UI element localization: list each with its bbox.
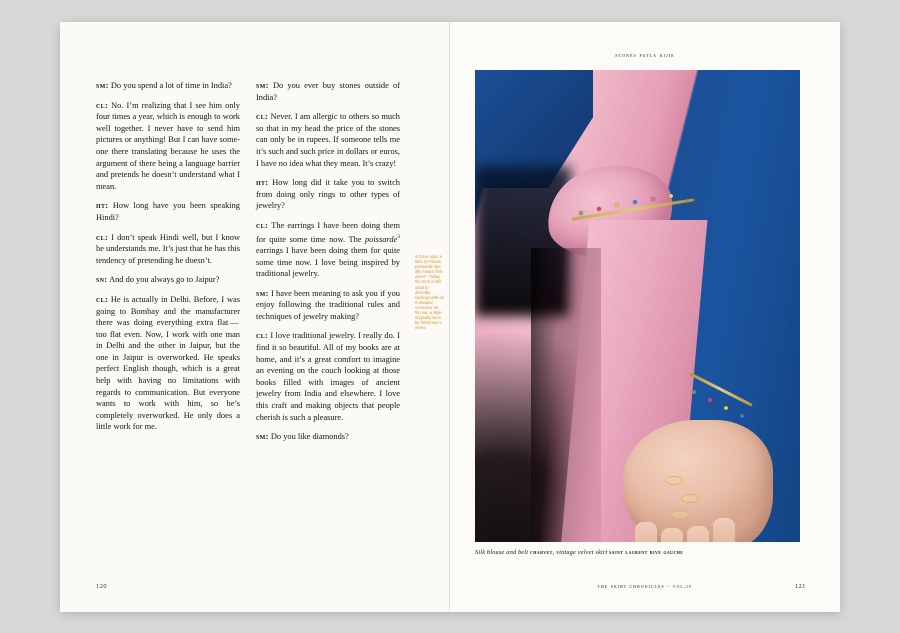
paragraph-text: How long did it take you to switch from doing only rings to other types of jewelry? (256, 178, 400, 211)
paragraph-text: Never. I am allergic to others so much so that in my head the price of the stones can only be in rupees. If someone tells me it’s such and such price in dollars or euros, I have no idea what they mean. It’s crazy! (256, 112, 400, 168)
caption-lead: Silk blouse and belt (475, 549, 530, 556)
right-page (450, 22, 840, 612)
text-columns (96, 80, 427, 451)
speaker-label: cl: (256, 111, 269, 122)
gold-ring (665, 476, 683, 485)
speaker-label: sm: (256, 287, 269, 298)
paragraph (256, 177, 400, 212)
finger (635, 522, 657, 542)
paragraph (256, 288, 400, 323)
photo-image (475, 70, 800, 542)
caption-mid: , vintage velvet skirt (552, 549, 610, 556)
paragraph-text: I love traditional jewelry. I really do. I find it so beautiful. All of my books are at home, and it’s a great comfort to imagine an evening on the couch looking at those books filled with images of ancient jewelry from India and elsewhere. I love this craft and making objects that people cherish is such a pleasure. (256, 331, 400, 422)
photograph (475, 70, 800, 542)
cuff-gem (724, 406, 728, 410)
paragraph-text: No. I’m realizing that I see him only four times a year, which is enough to work well together. I never have to send him pictures or anything! But I can have someone there translating because he uses the argument of there being a language barrier and pretends he doesn’t understand what I mean. (96, 100, 240, 191)
paragraph-text: I don’t speak Hindi well, but I know he understands me. It’s just that he has this tendency of pretending he doesn’t. (96, 232, 240, 265)
paragraph (96, 274, 240, 286)
speaker-label: cl: (96, 99, 109, 110)
left-page (60, 22, 450, 612)
pink-drape-shadow (531, 248, 601, 542)
paragraph-with-footnote: cl: The earrings I have been doing them for quite some time now. The poissarde$^3$ earrings I have been doing them for quite some time now. I love being inspired by traditional jewelry. (256, 219, 400, 279)
paragraph (256, 111, 400, 169)
belt-gem (615, 203, 619, 207)
column-one (96, 80, 240, 451)
page-number-left: 120 (96, 583, 108, 590)
paragraph-text: Do you like diamonds? (268, 432, 349, 442)
cuff-gem (740, 414, 744, 418)
paragraph (96, 100, 240, 193)
paragraph-text: Do you ever buy stones outside of India? (256, 81, 400, 102)
column-two (256, 80, 400, 451)
running-head: stones patla kijie (615, 52, 675, 59)
finger (661, 528, 683, 542)
cuff-gem (692, 390, 696, 394)
footnote-sidenote: 3 Once upon a time in France, poissarde literally meant “fish wives”. Today, the term is still used to describe earrings with an S-shaped crossover on the ear, a style originally worn by fisherman’s wives. (415, 254, 444, 331)
speaker-label: ht: (96, 200, 109, 211)
photo-caption (475, 549, 805, 556)
page-number-right: 121 (794, 583, 806, 590)
paragraph (96, 80, 240, 92)
belt-gem (669, 194, 673, 198)
speaker-label: cl: (256, 219, 269, 230)
paragraph-text: How long have you been speaking Hindi? (96, 201, 240, 222)
speaker-label: cl: (256, 330, 269, 341)
speaker-label: cl: (96, 293, 109, 304)
belt-gem (597, 207, 601, 211)
belt-gem (651, 197, 655, 201)
finger (713, 518, 735, 542)
paragraph-text: And do you always go to Jaipur? (107, 275, 220, 285)
cuff-gem (708, 398, 712, 402)
speaker-label: sm: (256, 431, 269, 442)
speaker-label: sm: (96, 80, 109, 90)
italic-term: poissarde (364, 234, 398, 244)
paragraph (96, 200, 240, 223)
paragraph-text: Do you spend a lot of time in India? (108, 81, 232, 90)
caption-brand-two: saint laurent rive gauche (609, 549, 684, 556)
belt-gem (633, 200, 637, 204)
speaker-label: sn: (96, 274, 108, 285)
paragraph (256, 80, 400, 103)
paragraph-text: I have been meaning to ask you if you enjoy following the traditional rules and techniques of jewelry making? (256, 288, 400, 321)
magazine-spread (60, 22, 840, 612)
caption-brand-one: charvet (529, 549, 553, 556)
speaker-label: ht: (256, 177, 269, 188)
finger (687, 526, 709, 542)
paragraph (96, 232, 240, 267)
paragraph (256, 431, 400, 443)
belt-gem (579, 211, 583, 215)
speaker-label: cl: (96, 231, 109, 242)
paragraph (96, 294, 240, 433)
gold-ring (681, 494, 699, 503)
paragraph (256, 330, 400, 423)
footnote-marker: 3 (397, 233, 400, 240)
gold-ring (671, 510, 689, 519)
speaker-label: sm: (256, 80, 269, 90)
paragraph-text: He is actually in Delhi. Before, I was going to Bombay and the manufacturer there was doing everything extra flat — too flat even. Now, I work with one man in Delhi and the other in Jaipur, but the one in Jaipur is overworked. He speaks perfect English though, which is a great help with having no limitations with regards to communication. But everyone wants to work with him, so he’s completely overworked. He only does a little work for me. (96, 294, 240, 432)
colophon: the skirt chronicles · vol.iv (597, 584, 693, 590)
gold-cuff-chain (689, 372, 753, 406)
